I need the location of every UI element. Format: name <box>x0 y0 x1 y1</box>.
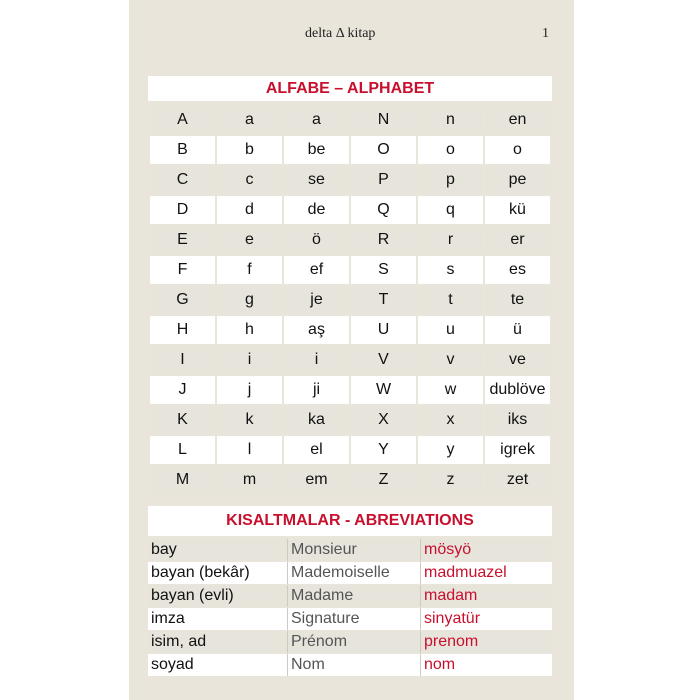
abbreviation-french: Prénom <box>287 631 420 653</box>
abbreviation-row <box>148 654 552 676</box>
abbreviation-french: Signature <box>287 608 420 630</box>
alphabet-cell: be <box>284 136 349 164</box>
alphabet-cell: de <box>284 196 349 224</box>
alphabet-cell: R <box>351 226 416 254</box>
abbreviation-turkish: bay <box>148 539 287 561</box>
alphabet-cell: o <box>485 136 550 164</box>
alphabet-cell: b <box>217 136 282 164</box>
abbreviation-turkish: imza <box>148 608 287 630</box>
alphabet-cell: N <box>351 106 416 134</box>
alphabet-row <box>150 466 550 494</box>
alphabet-cell: T <box>351 286 416 314</box>
alphabet-cell: ö <box>284 226 349 254</box>
alphabet-cell: H <box>150 316 215 344</box>
alphabet-cell: u <box>418 316 483 344</box>
alphabet-cell: e <box>217 226 282 254</box>
alphabet-cell: Y <box>351 436 416 464</box>
abbreviation-french: Mademoiselle <box>287 562 420 584</box>
alphabet-row <box>150 106 550 134</box>
alphabet-cell: Z <box>351 466 416 494</box>
abbreviation-row <box>148 608 552 630</box>
abbreviation-pronunciation: nom <box>420 654 552 676</box>
alphabet-cell: P <box>351 166 416 194</box>
alphabet-cell: l <box>217 436 282 464</box>
alphabet-cell: A <box>150 106 215 134</box>
alphabet-row <box>150 346 550 374</box>
alphabet-cell: em <box>284 466 349 494</box>
alphabet-cell: F <box>150 256 215 284</box>
alphabet-cell: t <box>418 286 483 314</box>
alphabet-cell: p <box>418 166 483 194</box>
alphabet-cell: i <box>284 346 349 374</box>
alphabet-cell: dublöve <box>485 376 550 404</box>
alphabet-cell: I <box>150 346 215 374</box>
alphabet-cell: K <box>150 406 215 434</box>
alphabet-cell: X <box>351 406 416 434</box>
alphabet-cell: kü <box>485 196 550 224</box>
page-number: 1 <box>542 26 549 41</box>
alphabet-cell: a <box>284 106 349 134</box>
alphabet-cell: ve <box>485 346 550 374</box>
abbreviations-table <box>148 538 552 677</box>
alphabet-cell: pe <box>485 166 550 194</box>
alphabet-cell: L <box>150 436 215 464</box>
alphabet-row <box>150 166 550 194</box>
alphabet-cell: igrek <box>485 436 550 464</box>
alphabet-row <box>150 436 550 464</box>
alphabet-cell: ka <box>284 406 349 434</box>
alphabet-cell: E <box>150 226 215 254</box>
alphabet-cell: zet <box>485 466 550 494</box>
abbreviation-pronunciation: sinyatür <box>420 608 552 630</box>
alphabet-cell: f <box>217 256 282 284</box>
alphabet-title: ALFABE – ALPHABET <box>148 76 552 101</box>
alphabet-cell: W <box>351 376 416 404</box>
alphabet-cell: D <box>150 196 215 224</box>
alphabet-cell: v <box>418 346 483 374</box>
abbreviation-french: Nom <box>287 654 420 676</box>
alphabet-cell: ü <box>485 316 550 344</box>
alphabet-cell: iks <box>485 406 550 434</box>
alphabet-cell: o <box>418 136 483 164</box>
alphabet-cell: J <box>150 376 215 404</box>
alphabet-cell: es <box>485 256 550 284</box>
abbreviation-pronunciation: madmuazel <box>420 562 552 584</box>
alphabet-cell: ji <box>284 376 349 404</box>
alphabet-cell: h <box>217 316 282 344</box>
abbreviation-pronunciation: prenom <box>420 631 552 653</box>
alphabet-cell: k <box>217 406 282 434</box>
alphabet-cell: g <box>217 286 282 314</box>
alphabet-cell: q <box>418 196 483 224</box>
abbreviation-turkish: bayan (bekâr) <box>148 562 287 584</box>
alphabet-cell: s <box>418 256 483 284</box>
alphabet-cell: Q <box>351 196 416 224</box>
alphabet-cell: M <box>150 466 215 494</box>
alphabet-row <box>150 256 550 284</box>
alphabet-cell: G <box>150 286 215 314</box>
alphabet-cell: m <box>217 466 282 494</box>
abbreviation-row <box>148 585 552 607</box>
alphabet-cell: n <box>418 106 483 134</box>
alphabet-cell: S <box>351 256 416 284</box>
abbreviations-title: KISALTMALAR - ABREVIATIONS <box>148 506 552 536</box>
abbreviation-row <box>148 562 552 584</box>
alphabet-row <box>150 406 550 434</box>
alphabet-row <box>150 136 550 164</box>
alphabet-cell: j <box>217 376 282 404</box>
alphabet-cell: r <box>418 226 483 254</box>
alphabet-row <box>150 196 550 224</box>
alphabet-cell: a <box>217 106 282 134</box>
alphabet-cell: te <box>485 286 550 314</box>
alphabet-cell: i <box>217 346 282 374</box>
alphabet-cell: el <box>284 436 349 464</box>
abbreviation-turkish: bayan (evli) <box>148 585 287 607</box>
alphabet-cell: c <box>217 166 282 194</box>
alphabet-cell: U <box>351 316 416 344</box>
alphabet-row <box>150 286 550 314</box>
alphabet-cell: aş <box>284 316 349 344</box>
abbreviation-turkish: soyad <box>148 654 287 676</box>
alphabet-cell: C <box>150 166 215 194</box>
abbreviation-row <box>148 539 552 561</box>
alphabet-row <box>150 226 550 254</box>
alphabet-cell: w <box>418 376 483 404</box>
alphabet-cell: je <box>284 286 349 314</box>
alphabet-cell: y <box>418 436 483 464</box>
alphabet-cell: d <box>217 196 282 224</box>
alphabet-cell: ef <box>284 256 349 284</box>
alphabet-table <box>148 104 552 496</box>
alphabet-row <box>150 376 550 404</box>
alphabet-row <box>150 316 550 344</box>
abbreviation-turkish: isim, ad <box>148 631 287 653</box>
alphabet-cell: B <box>150 136 215 164</box>
alphabet-cell: x <box>418 406 483 434</box>
alphabet-cell: en <box>485 106 550 134</box>
publisher-title: delta Δ kitap <box>305 26 376 41</box>
alphabet-cell: V <box>351 346 416 374</box>
alphabet-cell: se <box>284 166 349 194</box>
abbreviation-french: Monsieur <box>287 539 420 561</box>
abbreviation-pronunciation: mösyö <box>420 539 552 561</box>
abbreviation-french: Madame <box>287 585 420 607</box>
alphabet-cell: O <box>351 136 416 164</box>
abbreviation-pronunciation: madam <box>420 585 552 607</box>
alphabet-cell: z <box>418 466 483 494</box>
book-page <box>129 0 574 700</box>
abbreviation-row <box>148 631 552 653</box>
alphabet-cell: er <box>485 226 550 254</box>
